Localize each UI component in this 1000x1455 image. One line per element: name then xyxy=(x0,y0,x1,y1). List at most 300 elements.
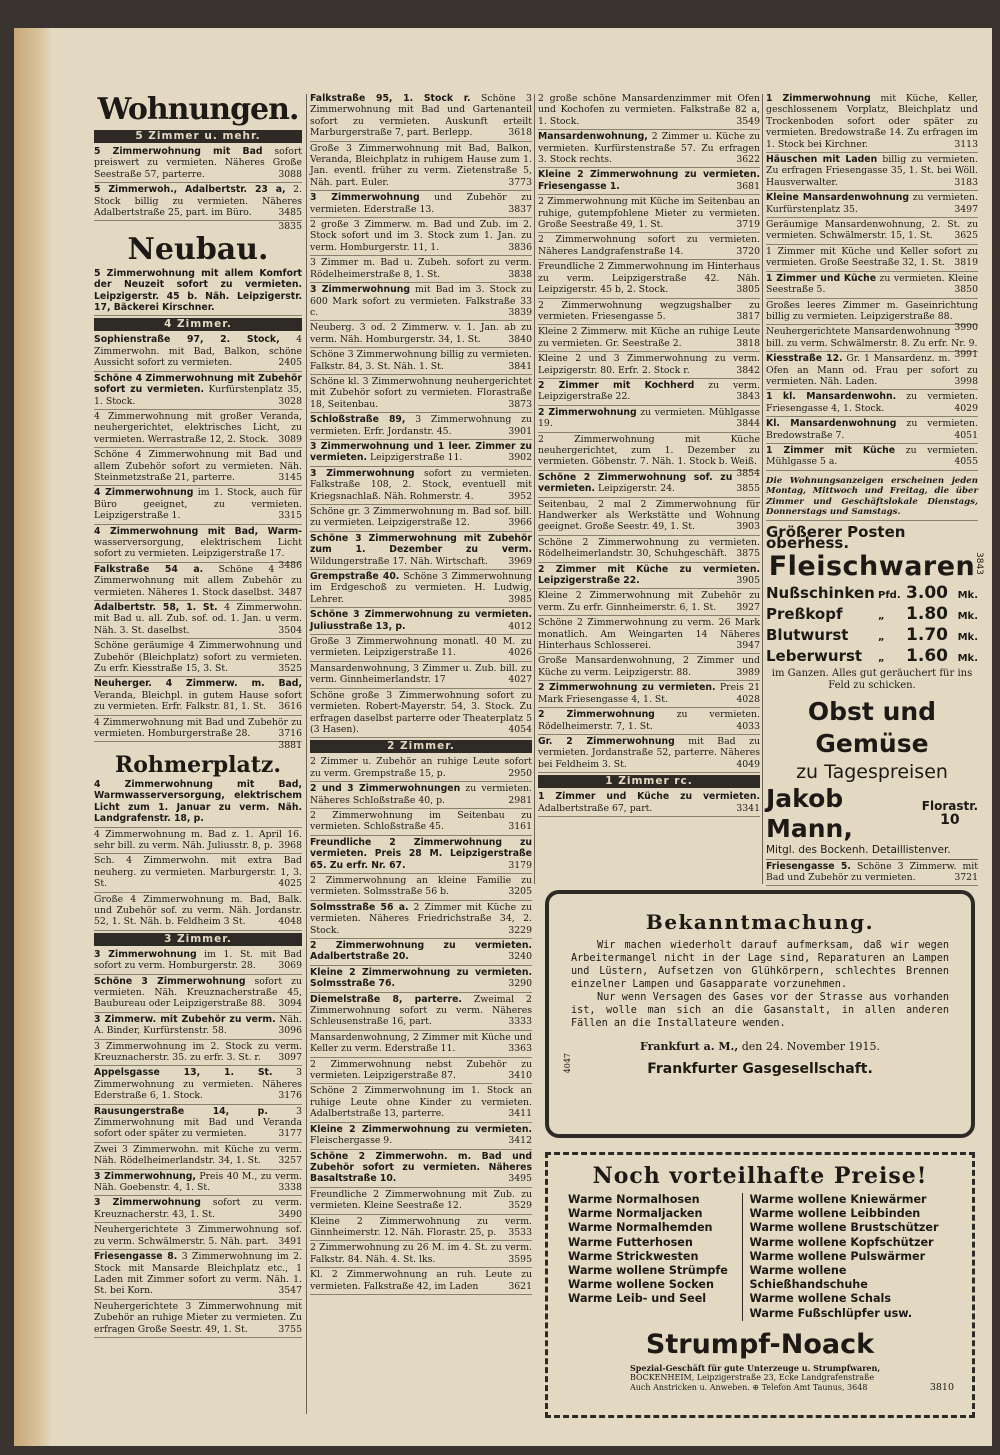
ad-text: Seitenbau, 2 mal 2 Zimmerwohnung für Handwerker als Werkstätte und Wohnung geeignet. Große Seestr. 49, 1. St. xyxy=(538,498,760,533)
ad-number: 3841 xyxy=(508,360,532,372)
page-binding-edge xyxy=(14,28,52,1446)
classified-ad xyxy=(94,1040,302,1067)
ad-text: zu vermieten. Näheres Schloßstraße 40, p. xyxy=(310,783,532,806)
classified-ad xyxy=(766,352,978,390)
ad-number: 3855 xyxy=(736,483,760,495)
classified-ad xyxy=(310,532,532,570)
ad-headline: 2 Zimmerwohnung zu vermieten. xyxy=(538,682,716,694)
ad-text: 4 Zimmerwohnung mit großer Veranda, neuhergerichtet, elektrisches Licht, zu vermieten. Werrastraße 12, 2. Stock. xyxy=(94,410,302,445)
ad-number: 3625 xyxy=(954,230,978,242)
ad-number: 3240 xyxy=(508,951,532,963)
ad-headline: 3 Zimmerwohnung und 1 leer. Zimmer zu vermieten. xyxy=(310,440,532,464)
ad-text: mit Küche, Keller, geschlossenem Vorplatz, Bleichplatz und Trockenboden sofort oder später zu vermieten. Bredowstraße 14. Zu erfragen im 1. Stock bei Kirchner. xyxy=(766,93,978,150)
ad-headline: Diemelstraße 8, parterre. xyxy=(310,993,462,1005)
ad-text: Kurfürstenplatz 35, 1. Stock. xyxy=(94,384,302,407)
ad-text: Große 3 Zimmerwohnung monatl. 40 M. zu vermieten. Leipzigerstraße 11. xyxy=(310,636,532,659)
section-header-1-zimmer xyxy=(538,775,760,788)
ad-text: sofort zu vermieten. Näh. Kreuznacherstraße 45, Baubureau oder Leipzigerstraße 88. xyxy=(94,975,302,1010)
ad-number: 4051 xyxy=(954,429,978,441)
product-item: Warme wollene Pulswärmer xyxy=(749,1249,926,1263)
classified-ad xyxy=(310,1123,532,1150)
ad-text: Neuhergerichtete Mansardenwohnung bill. zu verm. Schwälmerstr. 8. Zu erfr. Nr. 9. xyxy=(766,326,978,349)
fleisch-footer: im Ganzen. Alles gut geräuchert für ins Feld zu schicken. xyxy=(771,667,973,691)
ad-number: 4055 xyxy=(954,456,978,468)
section-title-neubau: Neubau. xyxy=(127,231,269,267)
ad-number: 3486 xyxy=(278,559,302,571)
ad-number: 3875 xyxy=(736,548,760,560)
column-rule xyxy=(762,94,763,884)
classified-ad xyxy=(310,505,532,532)
price-price: 1.60 xyxy=(906,645,948,666)
section-header-2-zimmer: 2 Zimmer. xyxy=(310,740,532,753)
ad-text: Schöne 3 Zimmerwohnung im Erdgeschoß zu vermieten. H. Ludwig, Lehrer. xyxy=(310,571,532,605)
ad-number: 4033 xyxy=(736,720,760,732)
price-unit: „ xyxy=(878,652,885,664)
classified-ad xyxy=(310,755,532,782)
classified-ad xyxy=(538,168,760,195)
classified-ad xyxy=(94,854,302,892)
ad-number: 3719 xyxy=(736,219,760,231)
classified-ad xyxy=(310,375,532,413)
ad-number: 4025 xyxy=(278,878,302,890)
ad-headline: 3 Zimmerwohnung xyxy=(94,948,197,960)
ad-text: Große 3 Zimmerwohnung mit Bad, Balkon, Veranda, Bleichplatz in ruhigem Hause zum 1. Jan. eventl. früher zu verm. Zietenstraße 5, Näh. part. Euler. xyxy=(310,142,532,188)
ad-text: 3 Zimmerwohnung zu vermieten. Näheres Ederstraße 6, 1. Stock. xyxy=(94,1067,302,1102)
ad-list xyxy=(94,828,302,931)
classified-ad xyxy=(310,1188,532,1215)
column-3 xyxy=(538,92,760,817)
ad-text: Schöne geräumige 4 Zimmerwohnung und Zubehör (Bleichplatz) sofort zu vermieten. Zu erfr. Kiesstraße 15, 3. St. xyxy=(94,640,302,675)
ad-text: 2 Zimmerwohnung sofort zu vermieten. Näheres Landgrafenstraße 14. xyxy=(538,234,760,257)
noch-list-left xyxy=(568,1193,743,1321)
ad-headline: Schloßstraße 89, xyxy=(310,414,406,426)
ad-text: Schöne kl. 3 Zimmerwohnung neuhergerichtet mit Zubehör sofort zu vermieten. Florastraße 18, Seitenbau. xyxy=(310,375,532,410)
ad-text: zu vermieten. Friesengasse 4, 1. Stock. xyxy=(766,391,978,414)
product-item: Warme wollene Strümpfe xyxy=(568,1264,728,1278)
classified-ad xyxy=(538,379,760,406)
ad-number: 4049 xyxy=(736,758,760,770)
ad-text: 4 Zimmerwohnung mit Bad und Zubehör zu vermieten. Homburgerstraße 28. xyxy=(94,716,302,740)
classified-ad xyxy=(310,689,532,739)
ad-headline: Kleine Mansardenwohnung xyxy=(766,192,910,204)
ad-headline: Häuschen mit Laden xyxy=(766,154,878,166)
classified-ad xyxy=(94,1143,302,1170)
classified-ad xyxy=(538,536,760,563)
ad-number: 2405 xyxy=(278,357,302,369)
section-header-5-zimmer: 5 Zimmer u. mehr. xyxy=(94,130,302,143)
ad-number: 3177 xyxy=(278,1128,302,1140)
classified-ad xyxy=(538,130,760,168)
ad-number: 3968 xyxy=(278,839,302,851)
ad-number: 3338 xyxy=(278,1182,302,1194)
ad-headline: Freundliche 2 Zimmerwohnung zu vermieten. Preis 28 M. Leipzigerstraße 65. Zu erfr. Nr. 67. xyxy=(310,836,532,871)
ad-text: Schöne 4 Zimmerwohnung mit Bad und allem Zubehör sofort zu vermieten. Näh. Steinmetzstraße 21, parterre. xyxy=(94,449,302,483)
classified-ad xyxy=(310,993,532,1031)
ad-text: wasserversorgung, elektrischem Licht sofort zu vermieten. Leipzigerstraße 17. xyxy=(94,536,302,560)
classified-ad xyxy=(766,218,978,245)
classified-ad xyxy=(310,809,532,836)
obst-title: Obst und Gemüse xyxy=(807,696,937,758)
ad-list xyxy=(94,145,302,221)
bekanntmachung-signature: Frankfurter Gasgesellschaft. xyxy=(647,1061,873,1077)
classified-ad xyxy=(310,939,532,966)
ad-headline: 2 Zimmerwohnung xyxy=(538,406,637,418)
price-cur: Mk. xyxy=(957,610,978,622)
ad-number: 3835 xyxy=(278,221,302,233)
rohmerplatz-ad: 4 Zimmerwohnung mit Bad, Warmwasserversorgung, elektrischem Licht zum 1. Januar zu verm. Näh. Landgrafenstr. 18, p. xyxy=(94,778,302,828)
ad-headline: Adalbertstr. 58, 1. St. xyxy=(94,602,218,613)
classified-ad xyxy=(310,142,532,192)
ad-headline: Kiesstraße 12. xyxy=(766,353,843,365)
ad-headline: 2 Zimmerwohnung zu vermieten. Adalbertstraße 20. xyxy=(310,940,532,963)
ad-number: 3902 xyxy=(508,452,532,464)
ad-text: Schöne große 3 Zimmerwohnung sofort zu vermieten. Robert-Mayerstr. 54, 3. Stock. Zu erfragen daselbst parterre oder Theaterplatz 5 (3 Hasen). xyxy=(310,689,532,735)
classified-ad xyxy=(94,893,302,931)
merchant-name: Jakob Mann, xyxy=(766,783,853,843)
price-name: Nußschinken xyxy=(766,583,875,602)
classified-ad xyxy=(538,406,760,433)
classified-ad xyxy=(766,245,978,272)
classified-ad xyxy=(538,498,760,536)
product-item: Warme wollene Kniewärmer xyxy=(749,1193,927,1206)
price-name: Leberwurst xyxy=(766,646,863,665)
ad-number: 4027 xyxy=(508,674,532,686)
classified-ad xyxy=(310,1150,532,1188)
ad-number: 3412 xyxy=(508,1135,532,1147)
ad-headline: Kl. Mansardenwohnung xyxy=(766,418,897,430)
ad-number: 4012 xyxy=(508,620,532,632)
price-row xyxy=(766,605,978,626)
classified-ad xyxy=(94,1170,302,1197)
ad-number: 3819 xyxy=(954,257,978,269)
section-title-rohmerplatz: Rohmerplatz. xyxy=(114,751,282,778)
bekanntmachung-box xyxy=(545,890,975,1138)
ad-number: 3969 xyxy=(508,555,532,567)
ad-text: Kleine 2 Zimmerwohnung zu verm. Ginnheimerstr. 12. Näh. Florastr. 25, p. xyxy=(310,1215,532,1238)
price-price: 1.80 xyxy=(906,603,948,624)
classified-ad xyxy=(538,233,760,260)
ad-text: 4 Zimmerwohnung m. Bad z. 1. April 16. sehr bill. zu verm. Näh. Juliusstr. 8, p. xyxy=(94,828,302,851)
classified-ad xyxy=(310,1215,532,1242)
product-item: Warme wollene Socken xyxy=(568,1278,714,1292)
price-name: Blutwurst xyxy=(766,625,849,644)
price-name: Preßkopf xyxy=(766,604,843,623)
fleisch-ref: 3843 xyxy=(974,551,984,575)
fleisch-title: Fleischwaren xyxy=(768,550,976,582)
ad-headline: Solmsstraße 56 a. xyxy=(310,901,409,913)
product-item: Warme Normalhosen xyxy=(568,1193,700,1206)
ad-list xyxy=(94,333,302,742)
ad-text: sofort zu verm. Kreuznacherstr. 43, 1. St. xyxy=(94,1197,302,1220)
ad-text: Neuhergerichtete 3 Zimmerwohnung sof. zu verm. Schwälmerstr. 5. Näh. part. xyxy=(94,1224,302,1247)
classified-ad xyxy=(310,413,532,440)
ad-number: 3905 xyxy=(736,575,760,587)
ad-text: Mansardenwohnung, 2 Zimmer mit Küche und Keller zu verm. Ederstraße 11. xyxy=(310,1031,532,1055)
product-item: Warme Normalhemden xyxy=(568,1221,713,1235)
bekanntmachung-paragraph-1: Wir machen wiederholt darauf aufmerksam, daß wir wegen Arbeitermangel nicht in der Lage sind, Reparaturen an Lampen und Lüstern, Aufsetzen von Glühkörpern, schlechtes Brennen einzelner Lampen und Gasapparate vorzunehmen. xyxy=(571,940,949,990)
classified-ad xyxy=(538,681,760,708)
ad-headline: Schöne 2 Zimmerwohn. m. Bad und Zubehör sofort zu vermieten. Näheres Basaltstraße 10. xyxy=(310,1150,532,1185)
fleisch-price-list xyxy=(766,584,978,668)
classified-ad xyxy=(94,333,302,371)
classified-ad xyxy=(310,874,532,901)
ad-text: im 1. Stock, auch für Büro geeignet, zu vermieten. Leipzigerstraße 1. xyxy=(94,487,302,522)
ad-number: 2981 xyxy=(508,794,532,806)
classified-ad xyxy=(310,608,532,635)
ad-number: 3985 xyxy=(508,593,532,605)
ad-text: Adalbertstraße 67, part. xyxy=(538,802,653,814)
product-item: Warme Strickwesten xyxy=(568,1249,699,1263)
classified-ad xyxy=(94,1196,302,1223)
ad-number: 3097 xyxy=(278,1052,302,1063)
classified-ad xyxy=(538,260,760,298)
ad-number: 3901 xyxy=(508,425,532,437)
product-item: Warme wollene Schals xyxy=(749,1292,892,1306)
ad-list xyxy=(310,92,532,738)
ad-number: 3491 xyxy=(278,1235,302,1247)
ad-number: 3842 xyxy=(736,364,760,376)
ad-text: sofort zu vermieten. Falkstraße 108, 2. Stock, eventuell mit Kriegsnachlaß. Näh. Rohmerstr. 4. xyxy=(310,467,532,502)
ad-headline: Friesengasse 8. xyxy=(94,1251,178,1263)
ad-text: 2 Zimmer mit Küche zu vermieten. Näheres Friedrichstraße 34, 2. Stock. xyxy=(310,901,532,936)
classified-ad xyxy=(538,563,760,590)
ad-text: Neuberg. 3 od. 2 Zimmerw. v. 1. Jan. ab zu verm. Näh. Homburgerstr. 34, 1. St. xyxy=(310,322,532,345)
ad-headline: Gr. 2 Zimmerwohnung xyxy=(538,735,675,747)
fleisch-intro: Größerer Posten oberhess. xyxy=(766,522,906,553)
ad-text: zu vermieten. Bredowstraße 7. xyxy=(766,418,978,441)
classified-ad xyxy=(310,836,532,874)
ad-headline: 5 Zimmerwohnung mit Bad xyxy=(94,146,263,157)
ad-text: 2 Zimmer u. Zubehör an ruhige Leute sofort zu verm. Grempstraße 15, p. xyxy=(310,756,532,779)
ad-headline: Mansardenwohnung, xyxy=(538,131,648,143)
ad-number: 3721 xyxy=(954,872,978,883)
ad-text: Leipzigerstraße 11. xyxy=(370,452,463,464)
ad-headline: Falkstraße 54 a. xyxy=(94,563,204,575)
bekanntmachung-title: Bekanntmachung. xyxy=(645,910,875,934)
newspaper-page xyxy=(14,28,992,1446)
ad-number: 3991 xyxy=(954,349,978,361)
ad-headline: Kleine 2 Zimmerwohnung zu vermieten. xyxy=(310,1123,532,1135)
ad-text: mit Bad zu vermieten. Jordanstraße 52, parterre. Näheres bei Feldheim 3. St. xyxy=(538,735,760,770)
classified-ad xyxy=(538,352,760,379)
bekanntmachung-date: den 24. November 1915. xyxy=(741,1040,881,1053)
ad-text: Fleischergasse 9. xyxy=(310,1135,393,1147)
ad-number: 3315 xyxy=(278,510,302,522)
ad-number: 3839 xyxy=(508,306,532,318)
ad-headline: Appelsgasse 13, 1. St. xyxy=(94,1067,273,1079)
price-cur: Mk. xyxy=(957,631,978,643)
noch-sub-1: Spezial-Geschäft für gute Unterzeuge u. Strumpfwaren, xyxy=(630,1362,881,1373)
ad-text: zu verm. Leipzigerstraße 22. xyxy=(538,379,760,403)
neubau-ad: 5 Zimmerwohnung mit allem Komfort der Neuzeit sofort zu vermieten. Leipzigerstr. 45 b. Näh. Leipzigerstr. 17, Bäckerei Kirschner. xyxy=(94,267,302,317)
ad-text: zu vermieten. Mühlgasse 19. xyxy=(538,406,760,430)
column-rule xyxy=(534,94,535,884)
ad-text: Preis 21 Mark Friesengasse 4, 1. St. xyxy=(538,682,760,705)
ad-headline: Schöne 3 Zimmerwohnung xyxy=(94,975,246,987)
ad-number: 3028 xyxy=(278,395,302,407)
noch-sub-3: Auch Anstricken u. Anweben. ⊕ Telefon Amt Taunus, 3648 xyxy=(630,1382,868,1392)
ad-number: 3952 xyxy=(508,490,532,502)
ad-text: Wildungerstraße 17. Näh. Wirtschaft. xyxy=(310,555,488,567)
ad-headline: 2 Zimmer mit Küche zu vermieten. Leipzigerstraße 22. xyxy=(538,563,760,587)
ad-headline: 1 Zimmer mit Küche xyxy=(766,444,896,456)
noch-firm: Strumpf-Noack xyxy=(645,1328,875,1360)
ad-number: 3183 xyxy=(954,176,978,188)
classified-ad xyxy=(310,570,532,608)
merchant-number: 10 xyxy=(940,811,960,828)
ad-headline: Schöne 4 Zimmerwohnung mit Zubehör sofort zu vermieten. xyxy=(94,372,302,396)
price-cur: Mk. xyxy=(957,652,978,664)
ad-text: Schöne gr. 3 Zimmerwohnung m. Bad sof. bill. zu vermieten. Leipzigerstraße 12. xyxy=(310,506,532,529)
classified-ad xyxy=(310,191,532,218)
ad-list xyxy=(94,948,302,1338)
ad-number: 3817 xyxy=(736,310,760,322)
ad-text: Schöne 3 Zimmerw. mit Bad und Zubehör zu vermieten. xyxy=(766,860,978,883)
product-item: Warme Fußschlüpfer usw. xyxy=(749,1306,913,1320)
ad-text: Kl. 2 Zimmerwohnung an ruh. Leute zu vermieten. Falkstraße 42, im Laden xyxy=(310,1269,532,1292)
ad-number: 3363 xyxy=(508,1043,532,1055)
classified-ad xyxy=(94,1223,302,1250)
ad-number: 2950 xyxy=(508,767,532,779)
ad-text: zu vermieten. Kurfürstenplatz 35. xyxy=(766,192,978,215)
column-rule xyxy=(306,94,307,1414)
ad-number: 3257 xyxy=(278,1155,302,1167)
classified-ad xyxy=(310,1241,532,1268)
ad-number: 3844 xyxy=(736,418,760,430)
ad-text: 1 Zimmer mit Küche und Keller sofort zu vermieten. Große Seestraße 32, 1. St. xyxy=(766,245,978,269)
price-unit: Pfd. xyxy=(878,589,901,601)
product-item: Warme wollene Schießhandschuhe xyxy=(749,1264,868,1292)
ad-text: 2 Zimmer u. Küche zu vermieten. Kurfürstenstraße 57. Zu erfragen 3. Stock rechts. xyxy=(538,131,760,166)
ad-number: 3681 xyxy=(736,180,760,192)
ad-number: 4028 xyxy=(736,693,760,705)
ad-headline: Kleine 2 Zimmerwohnung zu vermieten. Solmsstraße 76. xyxy=(310,966,532,990)
ad-number: 3947 xyxy=(736,640,760,652)
ad-text: Geräumige Mansardenwohnung, 2. St. zu vermieten. Schwälmerstr. 15, 1. St. xyxy=(766,219,978,242)
classified-ad xyxy=(94,448,302,486)
ad-headline: 1 kl. Mansardenwohn. xyxy=(766,391,897,403)
classified-ad xyxy=(310,901,532,939)
ad-text: 2 große 3 Zimmerw. m. Bad und Zub. im 2. Stock sofort und im 3. Stock zum 1. Jan. zu verm. Homburgerstr. 11, 1. xyxy=(310,219,532,253)
ad-headline: Schöne 3 Zimmerwohnung zu vermieten. Juliusstraße 13, p. xyxy=(310,609,532,632)
ad-text: zu vermieten. Mühlgasse 5 a. xyxy=(766,444,978,468)
bekanntmachung-ref: 4047 xyxy=(563,1053,572,1074)
ad-number: 3805 xyxy=(736,284,760,296)
classified-ad xyxy=(310,321,532,348)
classified-ad xyxy=(94,1066,302,1104)
ad-text: sofort preiswert zu vermieten. Näheres Große Seestraße 57, parterre. xyxy=(94,146,302,180)
ad-text: Kleine 2 Zimmerw. mit Küche an ruhige Leute zu vermieten. Gr. Seestraße 2. xyxy=(538,326,760,349)
ad-text: Große 4 Zimmerwohnung m. Bad, Balk. und Zubehör sof. zu verm. Näh. Jordanstr. 52, 1. St. Näh. b. Feldheim 3 St. xyxy=(94,893,302,928)
column-4 xyxy=(766,92,984,886)
classified-ad xyxy=(310,1058,532,1085)
ad-number: 3290 xyxy=(508,978,532,990)
ad-text: 3 Zimmerwohnung zu vermieten. Erfr. Jordanstr. 45. xyxy=(310,414,532,437)
ad-number: 3145 xyxy=(278,471,302,483)
classified-ad xyxy=(538,616,760,654)
classified-ad xyxy=(310,256,532,283)
ad-list xyxy=(310,755,532,1295)
price-unit: „ xyxy=(878,610,885,622)
classified-ad xyxy=(766,153,978,191)
ad-number: 3161 xyxy=(508,821,532,833)
ad-number: 3903 xyxy=(736,521,760,533)
ad-number: 3176 xyxy=(278,1090,302,1102)
price-unit: „ xyxy=(878,631,885,643)
ad-number: 3927 xyxy=(736,601,760,613)
ad-number: 3341 xyxy=(736,802,760,814)
ad-number: 3843 xyxy=(736,391,760,403)
classified-ad xyxy=(766,860,978,887)
classified-ad xyxy=(310,1084,532,1122)
ad-number: 4026 xyxy=(508,647,532,659)
ad-headline: 4 Zimmerwohnung mit Bad, Warm- xyxy=(94,525,302,537)
ad-headline: 3 Zimmerwohnung xyxy=(310,192,420,204)
classified-ad xyxy=(310,1031,532,1058)
section-header-3-zimmer: 3 Zimmer. xyxy=(94,933,302,946)
ad-text: billig zu vermieten. Zu erfragen Friesengasse 35, 1. St. bei Wöll. Hausverwalter. xyxy=(766,154,978,188)
ad-number: 3989 xyxy=(736,666,760,678)
ad-text: 2 große schöne Mansardenzimmer mit Ofen und Kochofen zu vermieten. Falkstraße 82 a, 1. Stock. xyxy=(538,93,760,127)
ad-text: 4 Zimmerwohn. mit Bad, Balkon, schöne Aussicht sofort zu vermieten. xyxy=(94,334,302,369)
classified-ad xyxy=(766,390,978,417)
ad-text: und Zubehör zu vermieten. Ederstraße 13. xyxy=(310,192,532,215)
ad-number: 3094 xyxy=(278,998,302,1010)
ad-number: 3547 xyxy=(278,1285,302,1297)
ad-headline: 3 Zimmerwohnung xyxy=(310,284,411,296)
ad-text: zu vermieten. Kleine Seestraße 5. xyxy=(766,272,978,296)
ad-number: 3854 xyxy=(736,467,760,479)
ad-number: 3504 xyxy=(278,624,302,636)
ad-headline: 3 Zimmerw. mit Zubehör zu verm. xyxy=(94,1013,276,1025)
ad-number: 4029 xyxy=(954,402,978,414)
ad-text: 3 Zimmerwohnung mit Bad und Veranda sofort oder später zu vermieten. xyxy=(94,1105,302,1140)
classified-ad xyxy=(310,218,532,256)
ad-number: 3966 xyxy=(508,517,532,529)
ad-headline: Friesengasse 5. xyxy=(766,860,851,872)
ad-number: 3618 xyxy=(508,127,532,139)
column-2 xyxy=(310,92,532,1295)
classified-ad xyxy=(94,145,302,183)
ad-list xyxy=(766,860,978,887)
merchant-street: Florastr. xyxy=(921,798,978,813)
ad-number: 3622 xyxy=(736,154,760,166)
ad-text: Großes leeres Zimmer m. Gaseinrichtung billig zu vermieten. Leipzigerstraße 88. xyxy=(766,299,978,322)
product-item: Warme wollene Kopfschützer xyxy=(749,1235,934,1249)
ad-headline: Grempstraße 40. xyxy=(310,571,400,583)
ad-number: 3089 xyxy=(278,433,302,445)
ad-headline: 4 Zimmerwohnung xyxy=(94,487,194,499)
fleischwaren-ad xyxy=(766,522,984,860)
classified-ad xyxy=(538,471,760,498)
ad-number: 3818 xyxy=(736,337,760,349)
classified-ad xyxy=(94,1105,302,1143)
ad-headline: Kleine 2 Zimmerwohnung zu vermieten. Friesengasse 1. xyxy=(538,169,760,192)
classified-ad xyxy=(94,828,302,855)
ad-text: Neuhergerichtete 3 Zimmerwohnung mit Zubehör an ruhige Mieter zu vermieten. Zu erfragen Große Seestr. 49, 1. St. xyxy=(94,1300,302,1335)
classified-ad xyxy=(310,440,532,467)
product-item: Warme Futterhosen xyxy=(568,1235,693,1249)
ad-text: Schöne 2 Zimmerwohnung zu verm. 26 Mark monatlich. Am Weingarten 14 Näheres Hinterhaus Schlosserei. xyxy=(538,617,760,652)
ad-headline: 5 Zimmerwoh., Adalbertstr. 23 a, xyxy=(94,184,286,196)
ad-number: 3881 xyxy=(278,740,302,752)
ad-text: 3 Zimmerwohnung im 2. Stock mit Mansarde Bleichplatz etc., 1 Laden mit Zimmer sofort zu verm. Näh. 1. St. bei Korn. xyxy=(94,1251,302,1297)
ad-number: 3525 xyxy=(278,663,302,675)
ad-headline: 2 Zimmerwohnung xyxy=(538,709,655,721)
classified-ad xyxy=(94,486,302,524)
ad-text: mit Bad im 3. Stock zu 600 Mark sofort zu vermieten. Falkstraße 33 c. xyxy=(310,284,532,318)
ad-number: 3990 xyxy=(954,322,978,334)
